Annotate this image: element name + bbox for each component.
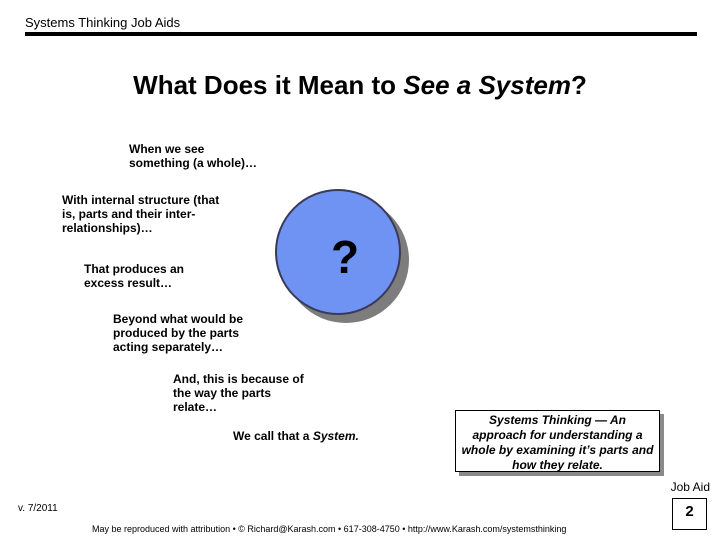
- callout-internal-structure: With internal structure (that is, parts and their inter- relationships)…: [62, 193, 220, 235]
- callout-excess-result: That produces an excess result…: [84, 262, 185, 290]
- title-emphasis: See a System: [403, 70, 571, 100]
- version-label: v. 7/2011: [18, 503, 58, 514]
- question-mark-icon: ?: [330, 231, 360, 283]
- callout-beyond-parts: Beyond what would be produced by the parts acting separately…: [113, 312, 244, 354]
- page-title: [0, 70, 720, 101]
- title-suffix: ?: [570, 70, 587, 100]
- callout-see-whole: When we see something (a whole)…: [129, 142, 258, 170]
- page-number: 2: [685, 503, 694, 520]
- definition-text: Systems Thinking — An approach for understanding a whole by examining it’s parts and how they relate.: [461, 413, 654, 472]
- job-aid-label: Job Aid: [670, 480, 710, 494]
- header-divider: [25, 32, 697, 36]
- header-label: Systems Thinking Job Aids: [25, 15, 181, 30]
- system-label: We call that a System.: [233, 429, 359, 443]
- title-prefix: What Does it Mean to: [133, 70, 404, 100]
- footer-attribution: May be reproduced with attribution • © Richard@Karash.com • 617-308-4750 • http://www.Karash.com/systemsthinking: [92, 524, 567, 534]
- callout-parts-relate: And, this is because of the way the parts relate…: [173, 372, 304, 414]
